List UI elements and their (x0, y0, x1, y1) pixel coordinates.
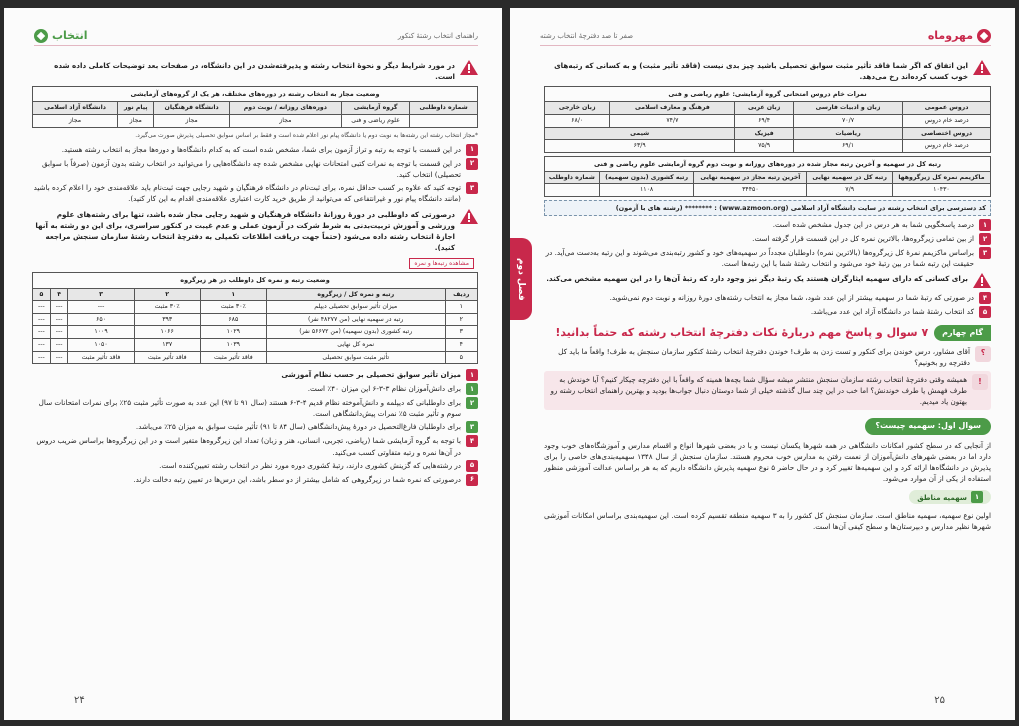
table-cell: --- (50, 301, 68, 314)
item-text: براساس ماکزیمم نمرۀ کل زیرگروه‌ها (بالاترین نمره) داوطلبان مجدداً در سهمیه‌های خود و کشور رتبه‌بندی می‌شوند و این رتبه به‌دست می‌آید. در حقیقت این رتبه شما در بین رتبۀ خود می‌شود و انتخاب رشتۀ شما با این رتبه‌ها است. (545, 248, 974, 269)
answer-block (544, 371, 991, 410)
table-cell: ۷/۹ (807, 184, 893, 197)
table-header: فیزیک (735, 127, 793, 140)
list-item (32, 158, 478, 180)
table-cell: --- (50, 313, 68, 326)
table-cell: ۳ (445, 326, 477, 339)
table-cell: فاقد تأثیر مثبت (200, 351, 266, 364)
item-number: ۲ (979, 233, 991, 245)
table-cell: رتبه در سهمیه نهایی (من ۴۸۲۷۷ نفر) (266, 313, 445, 326)
left-brand-logo (34, 29, 88, 43)
section-label: میزان تأثیر سوابق تحصیلی بر حسب نظام آموزشی (281, 370, 461, 380)
table-header: رتبه کشوری (بدون سهمیه) (599, 171, 694, 184)
table-row (33, 326, 478, 339)
left-page-subtitle: راهنمای انتخاب رشتۀ کنکور (397, 31, 478, 40)
list-item (32, 474, 478, 486)
table-row (33, 338, 478, 351)
list-item (544, 292, 991, 304)
table-header: دروس عمومی (903, 102, 991, 115)
table-cell: علوم ریاضی و فنی (341, 114, 409, 127)
warning-note (544, 60, 991, 82)
rank-tag: مشاهده رتبه‌ها و نمره (409, 258, 474, 269)
table-row (33, 114, 478, 127)
table-cell: نمره کل نهایی (266, 338, 445, 351)
table-cell: ۱۰۶۶ (134, 326, 200, 339)
table-cell: ۷۰/۷ (793, 114, 902, 127)
table-cell: ۱ (445, 301, 477, 314)
table-cell: ۱۰۵۰ (68, 338, 134, 351)
item-text: با توجه به گروه آزمایشی شما (ریاضی، تجربی، انسانی، هنر و زبان) تعداد این زیرگروه‌ها متغیر است و در این زیرگروه‌ها براساس ضریب دروس در آن‌ها نمره و رتبه متفاوتی کسب می‌کنید. (36, 436, 461, 457)
table-cell: ۱۳۷ (134, 338, 200, 351)
item-number: ۱ (466, 144, 478, 156)
table-cell: ۶۵۰ (68, 313, 134, 326)
regional-quota-paragraph: اولین نوع سهمیه، سهمیه مناطق است. سازمان سنجش کل کشور را به ۳ سهمیه منطقه تقسیم کرده است. این سهمیه‌بندی براساس امکانات آموزشی شهرها نظیر مدارس و دبیرستان‌ها و سطح کیفی آن‌ها است. (544, 511, 991, 532)
question-text: آقای مشاور، درس خوندن برای کنکور و تست زدن به طرف! خوندن دفترچۀ انتخاب رشتۀ کنکور سازمان سنجش به طرف! واقعاً ما باید کل دفترچه رو بخونیم؟ (558, 346, 970, 367)
warning-text: این اتفاق که اگر شما فاقد تأثیر مثبت سوابق تحصیلی باشید چیز بدی نیست (فاقد تأثیر مثبت) و به کسانی که رتبه‌های خوب کسب کرده‌اند رخ می‌دهد. (554, 61, 968, 82)
table-cell: ۲ (445, 313, 477, 326)
right-page (510, 8, 1015, 720)
right-brand-logo (928, 29, 991, 43)
table-header: ۴ (50, 288, 68, 301)
table-row (33, 301, 478, 314)
list-item (32, 435, 478, 457)
list-item (32, 182, 478, 204)
answer-text: همیشه وقتی دفترچۀ انتخاب رشته سازمان سنجش منتشر میشه سؤال شما بچه‌ها همینه که واقعاً با این دفترچه چیکار کنیم؟ آیا خوندش به طرف فهمش یا طرف خوندنش؟ اما خب در این چند سال گذشته خیلی از شما دوستان دنبال جواب‌ها بودید و بهترین راهنمای انتخاب رشته رو بهتون یاد میدیم. (550, 374, 967, 407)
list-item (32, 460, 478, 472)
brand-icon (977, 29, 991, 43)
access-code-note: کد دسترسی برای انتخاب رشته در سایت دانشگاه آزاد اسلامی (www.azmoon.org) : ******** (رشته های با آزمون) (544, 200, 991, 216)
table-header: رتبه و نمره کل / زیرگروه (266, 288, 445, 301)
list-item (32, 144, 478, 156)
table-cell: درصد خام دروس (903, 140, 991, 153)
table-cell: --- (68, 301, 134, 314)
regional-quota-heading (909, 490, 991, 504)
quota-rank-table (544, 156, 991, 197)
table-cell: میزان تأثیر سوابق تحصیلی دیپلم (266, 301, 445, 314)
warning-icon (460, 209, 478, 224)
list-item (544, 219, 991, 231)
table-cell: --- (50, 326, 68, 339)
table-cell: ۶۹/۴ (735, 114, 793, 127)
table-row (33, 313, 478, 326)
table-cell: --- (33, 351, 51, 364)
step-badge: گام چهارم (934, 325, 991, 341)
table-cell: ۶۹/۱ (793, 140, 902, 153)
list-item (544, 306, 991, 318)
list-item (544, 233, 991, 245)
right-page-content (544, 56, 991, 686)
table-header: گروه آزمایشی (341, 102, 409, 115)
item-number: ۵ (979, 306, 991, 318)
table-header: دوره‌های روزانه / نوبت دوم (229, 102, 341, 115)
table-cell: ۵ (445, 351, 477, 364)
brand-name: انتخاب (52, 29, 88, 42)
page-number: ۲۵ (934, 695, 945, 706)
table-header: شیمی (545, 127, 735, 140)
section-title (544, 324, 991, 341)
warning-icon (973, 60, 991, 75)
item-number: ۴ (466, 435, 478, 447)
raw-scores-table (544, 86, 991, 153)
rank-table-title: وضعیت رتبه و نمره کل داوطلب در هر زیرگروه (33, 273, 478, 288)
table-cell: --- (50, 338, 68, 351)
answer-icon: ! (972, 374, 988, 390)
table-header: آخرین رتبه مجاز در سهمیه نهایی (694, 171, 807, 184)
warning-text: برای کسانی که دارای سهمیه ایثارگران هستند یک رتبۀ دیگر نیز وجود دارد که رتبۀ آن‌ها را در این سهمیه مشخص می‌کند. (546, 274, 968, 284)
table-row (545, 114, 991, 127)
quota-rank-title: رتبه کل در سهمیه و آخرین رتبه مجاز شده در دوره‌های روزانه و نوبت دوم گروه آزمایشی علوم ریاضی و فنی (545, 156, 991, 171)
warning-icon (460, 60, 478, 75)
chapter-tab: فصل دوم (510, 238, 532, 320)
table-footnote: *مجاز انتخاب رشته این رشته‌ها به نوبت دوم یا دانشگاه پیام نور اعلام شده است و فقط بر اساس سوابق تحصیلی پذیرش صورت می‌گیرد. (135, 131, 478, 139)
table-cell: فاقد تأثیر مثبت (134, 351, 200, 364)
question-one-heading: سوال اول: سهمیه چیست؟ (865, 418, 991, 434)
list-item (544, 247, 991, 269)
table-cell (545, 184, 600, 197)
right-page-subtitle: صفر تا صد دفترچۀ انتخاب رشته (540, 31, 634, 40)
table-header: ۱ (200, 288, 266, 301)
table-header: زبان و ادبیات فارسی (793, 102, 902, 115)
item-text: در این قسمت با توجه به نمرات کتبی امتحانات نهایی مشخص شده چه دانشگاه‌هایی را می‌توانید در انتخاب رشته بدون آزمون (صرفاً با سوابق تحصیلی) انتخاب کنید. (42, 158, 461, 180)
table-cell: ۷۴/۷ (610, 114, 735, 127)
table-cell: مجاز (229, 114, 341, 127)
item-number: ۴ (979, 292, 991, 304)
table-cell: ۳۹۳ (134, 313, 200, 326)
eligibility-table-title: وضعیت مجاز به انتخاب رشته در دوره‌های مختلف، هر یک از گروه‌های آزمایشی (33, 87, 478, 102)
table-header: دروس اختصاصی (903, 127, 991, 140)
brand-icon (34, 29, 48, 43)
item-number: ۱ (466, 383, 478, 395)
table-cell: --- (33, 326, 51, 339)
table-cell: ۶۳/۹ (545, 140, 735, 153)
warning-text: در مورد شرایط دیگر و نحوۀ انتخاب رشته و پذیرفته‌شدن در این دانشگاه، در صفحات بعد توضیحات کاملی داده شده است. (54, 61, 455, 82)
table-cell: ۷۵/۹ (735, 140, 793, 153)
table-cell: ۱۰۰۹ (68, 326, 134, 339)
table-header: شماره داوطلب (545, 171, 600, 184)
item-number: ۳ (466, 421, 478, 433)
table-cell: --- (33, 338, 51, 351)
table-header: فرهنگ و معارف اسلامی (610, 102, 735, 115)
item-number: ۲ (466, 158, 478, 170)
item-number: ۳ (979, 247, 991, 259)
list-item (32, 383, 478, 395)
right-page-header (540, 26, 991, 46)
brand-name: مهروماه (927, 29, 973, 42)
item-text: از بین تمامی زیرگروه‌ها، بالاترین نمره کل در این قسمت قرار گرفته است. (752, 234, 974, 244)
table-header: پیام نور (118, 102, 154, 115)
list-item (32, 421, 478, 433)
table-header: ۲ (134, 288, 200, 301)
table-cell: فاقد تأثیر مثبت (68, 351, 134, 364)
question-icon: ؟ (975, 346, 991, 362)
table-cell: ۱۱۰۸ (599, 184, 694, 197)
section-heading: ۷ سوال و پاسخ مهم دربارۀ نکات دفترچۀ انتخاب رشته که حتماً بدانید! (555, 326, 929, 340)
table-cell: ۳۴۴۵۰ (694, 184, 807, 197)
table-cell: مجاز (118, 114, 154, 127)
table-header: دانشگاه آزاد اسلامی (33, 102, 118, 115)
list-item (32, 397, 478, 419)
question-block (544, 346, 991, 368)
warning-note (32, 209, 478, 254)
table-cell (410, 114, 478, 127)
table-cell: رتبه کشوری (بدون سهمیه) (من ۵۶۶۷۲ نفر) (266, 326, 445, 339)
warning-note (32, 60, 478, 82)
table-cell: ۱۰۲۹ (200, 326, 266, 339)
item-number: ۵ (466, 460, 478, 472)
table-cell: تأثیر مثبت سوابق تحصیلی (266, 351, 445, 364)
item-text: در رشته‌هایی که گزینش کشوری دارند، رتبۀ کشوری دوره مورد نظر در انتخاب رشته تعیین‌کننده است. (159, 460, 461, 470)
table-header: دانشگاه فرهنگیان (154, 102, 229, 115)
item-text: در صورتی که رتبۀ شما در سهمیه بیشتر از این عدد شود، شما مجاز به انتخاب رشته‌های دورۀ روزانه و نوبت دوم نمی‌شوید. (609, 293, 974, 303)
table-row (33, 351, 478, 364)
item-number: ۱ (971, 491, 983, 503)
table-cell: ۶۸۵ (200, 313, 266, 326)
left-page-content (32, 56, 478, 686)
item-number: ۱ (466, 369, 478, 381)
item-number: ۳ (466, 182, 478, 194)
table-cell: ۱۰۳۹ (200, 338, 266, 351)
item-text: کد انتخاب رشتۀ شما در دانشگاه آزاد این عدد می‌باشد. (810, 307, 974, 317)
section-label-row (32, 369, 478, 381)
table-header: ردیف (445, 288, 477, 301)
item-text: درصورتی که نمره شما در زیرگروهی که شامل بیشتر از دو سطر باشد، این درس‌ها در تعیین رتبه دخالت دارند. (133, 474, 461, 484)
table-cell: مجاز (154, 114, 229, 127)
table-cell: ۳۰٪ مثبت (134, 301, 200, 314)
item-text: برای داوطلبان فارغ‌التحصیل در دورۀ پیش‌دانشگاهی (سال ۸۴ تا ۹۱) تأثیر مثبت سوابق به میزان ۲۵٪ می‌باشد. (135, 422, 461, 432)
table-cell: درصد خام دروس (903, 114, 991, 127)
table-cell: --- (33, 301, 51, 314)
item-text: برای داوطلبانی که دیپلمه و دانش‌آموخته نظام قدیم ۴-۳-۶ هستند (سال ۹۱ تا ۹۷) این عدد به صورت تأثیر مثبت ۲۵٪ برای نمرات امتحانات سال سوم و تأثیر مثبت ۵٪ نمرات پیش‌دانشگاهی است. (38, 398, 461, 419)
page-number: ۲۴ (74, 695, 85, 706)
table-cell: ۶۸/۰ (545, 114, 610, 127)
raw-scores-title: نمرات خام دروس امتحانی گروه آزمایشی: علوم ریاضی و فنی (545, 87, 991, 102)
warning-text: درصورتی که داوطلبی در دورۀ روزانۀ دانشگاه فرهنگیان و شهید رجایی مجاز شده باشد، تنها برای رشته‌های علوم ورزشی و آموزش تربیت‌بدنی به شرط شرکت در آزمون عملی و عدم غیبت در کنکور سراسری، برای این دو رشته به آنها اجازۀ انتخاب رشته داده می‌شود (حتماً جهت دریافت اطلاعات تکمیلی به دفترچۀ انتخاب رشتۀ سازمان سنجش مراجعه کنید). (35, 209, 455, 252)
table-header: زبان خارجی (545, 102, 610, 115)
warning-icon (973, 273, 991, 288)
quota-paragraph: از آنجایی که در سطح کشور امکانات دانشگاهی در همه شهرها یکسان نیست و با در بعضی شهرها انواع و اقسام مدارس و آموزشگاه‌های خوب وجود دارد اما در بعضی شهرهای دانش‌آموزان از نعمت رفتن به مدارس خوب محروم هستند. سازمان سنجش از سال ۱۳۴۸ سهمیه‌بندی‌های خاصی را برای پذیرش در دانشگاه‌ها ارائه کرد و این سهمیه‌ها تغییر کرد و در حال حاضر ۵ نوع سهمیه پذیرش دانشگاه داریم که به هر براساس عدالت آموزشی منظور استفاده از یکی از آن موارد می‌شود. (544, 440, 991, 484)
table-row (545, 184, 991, 197)
item-text: درصد پاسخگویی شما به هر درس در این جدول مشخص شده است. (772, 220, 974, 230)
table-cell: --- (33, 313, 51, 326)
table-header: زبان عربی (735, 102, 793, 115)
eligibility-table (32, 86, 478, 127)
table-cell: ۱۰۴۳۰ (892, 184, 990, 197)
left-page-header (34, 26, 478, 46)
table-cell: ۳۰٪ مثبت (200, 301, 266, 314)
table-header: رتبه کل در سهمیه نهایی (807, 171, 893, 184)
table-row (545, 140, 991, 153)
left-page (4, 8, 502, 720)
item-text: برای دانش‌آموزان نظام ۳-۳-۶ این میزان ۴۰٪ است. (307, 384, 461, 394)
warning-note (544, 273, 991, 288)
item-number: ۲ (466, 397, 478, 409)
table-cell: --- (50, 351, 68, 364)
table-cell: مجاز (33, 114, 118, 127)
item-number: ۶ (466, 474, 478, 486)
table-header: ۳ (68, 288, 134, 301)
table-header: ریاضیات (793, 127, 902, 140)
table-header: شماره داوطلبی (410, 102, 478, 115)
table-header: ۵ (33, 288, 51, 301)
table-cell: ۴ (445, 338, 477, 351)
item-number: ۱ (979, 219, 991, 231)
item-text: در این قسمت با توجه به رتبه و تراز آزمون برای شما، مشخص شده است که به کدام دانشگاه‌ها و دوره‌ها مجاز به انتخاب رشته هستید. (61, 144, 461, 154)
item-text: توجه کنید که علاوه بر کسب حداقل نمره، برای ثبت‌نام در دانشگاه فرهنگیان و شهید رجایی جهت ثبت‌نام باید علاقه‌مندی خود را اعلام کرده باشید (مانند دانشگاه پیام نور و غیرانتفاعی که می‌توانید از طریق خرید کارت اعتباری علاقه‌مندی اقدام به این کار کنید). (33, 183, 461, 204)
table-header: ماکزیمم نمره کل زیرگروهها (892, 171, 990, 184)
rank-table (32, 272, 478, 364)
regional-quota-label: سهمیه مناطق (917, 492, 967, 502)
